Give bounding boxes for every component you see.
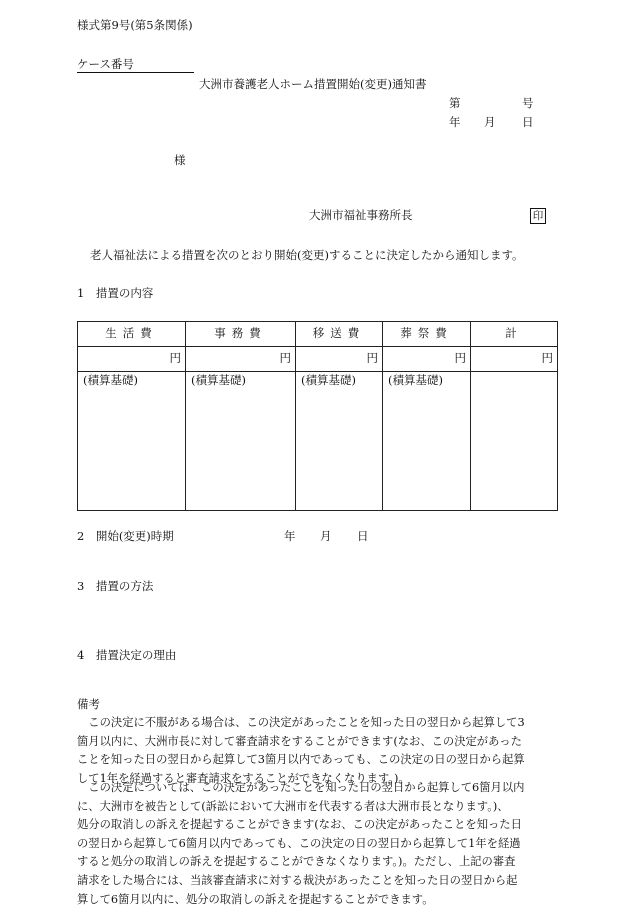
form-number: 様式第9号(第5条関係): [77, 18, 193, 32]
amount-cell-living-cost: 円: [78, 347, 186, 372]
basis-cell-office-cost: (積算基礎): [186, 372, 296, 511]
start-date-day: 日: [357, 529, 369, 543]
basis-cell-transport-cost: (積算基礎): [296, 372, 383, 511]
issuer-name: 大洲市福祉事務所長: [309, 208, 413, 222]
remarks-paragraph-appeal: [77, 714, 553, 788]
intro-text: 老人福祉法による措置を次のとおり開始(変更)することに決定したから通知します。: [90, 248, 524, 262]
column-header-total: 計: [471, 322, 558, 347]
document-title: 大洲市養護老人ホーム措置開始(変更)通知書: [199, 77, 427, 91]
amount-cell-total: 円: [471, 347, 558, 372]
remarks-paragraph-lawsuit: [77, 779, 553, 909]
remarks-line: の翌日から起算して6箇月以内であっても、この決定の日の翌日から起算して1年を経過: [77, 836, 521, 850]
remarks-line: この決定については、この決定があったことを知った日の翌日から起算して6箇月以内: [77, 781, 525, 794]
addressee-honorific: 様: [174, 153, 186, 167]
issue-date-year: 年: [449, 115, 461, 129]
amount-cell-transport-cost: 円: [296, 347, 383, 372]
remarks-line: 箇月以内に、大洲市長に対して審査請求をすることができます(なお、この決定があった: [77, 734, 522, 748]
remarks-title: 備考: [77, 697, 100, 711]
column-header-office-cost: 事務費: [186, 322, 296, 347]
amount-cell-funeral-cost: 円: [383, 347, 471, 372]
column-header-transport-cost: 移送費: [296, 322, 383, 347]
section-1-title: 1 措置の内容: [77, 286, 154, 300]
document-number-prefix: 第: [449, 96, 461, 110]
remarks-line: 請求をした場合には、当該審査請求に対する裁決があったことを知った日の翌日から起: [77, 873, 518, 887]
basis-cell-living-cost: (積算基礎): [78, 372, 186, 511]
remarks-line: 処分の取消しの訴えを提起することができます(なお、この決定があったことを知った日: [77, 818, 522, 832]
remarks-line: に、大洲市を被告として(訴訟において大洲市を代表する者は大洲市長となります。)、: [77, 799, 509, 813]
cost-table: [77, 321, 558, 511]
remarks-line: この決定に不服がある場合は、この決定があったことを知った日の翌日から起算して3: [77, 716, 525, 729]
table-basis-row: [78, 372, 558, 511]
table-amount-row: [78, 347, 558, 372]
section-3-title: 3 措置の方法: [77, 579, 154, 593]
amount-cell-office-cost: 円: [186, 347, 296, 372]
seal-mark: 印: [530, 208, 546, 224]
case-number-label: ケース番号: [77, 59, 194, 73]
section-2-title: 2 開始(変更)時期: [77, 529, 174, 543]
remarks-line: 算して6箇月以内に、処分の取消しの訴えを提起することができます。: [77, 892, 434, 906]
issue-date-month: 月: [484, 115, 496, 129]
basis-cell-funeral-cost: (積算基礎): [383, 372, 471, 511]
start-date-month: 月: [320, 529, 332, 543]
remarks-line: して1年を経過すると審査請求をすることができなくなります。)。: [77, 771, 410, 785]
remarks-line: すると処分の取消しの訴えを提起することができなくなります。)。ただし、上記の審査: [77, 855, 516, 869]
column-header-living-cost: 生活費: [78, 322, 186, 347]
remarks-line: ことを知った日の翌日から起算して3箇月以内であっても、この決定の日の翌日から起算: [77, 753, 525, 767]
column-header-funeral-cost: 葬祭費: [383, 322, 471, 347]
start-date-year: 年: [284, 529, 296, 543]
basis-cell-total: [471, 372, 558, 511]
issue-date-day: 日: [522, 115, 534, 129]
document-number-suffix: 号: [522, 96, 534, 110]
table-header-row: [78, 322, 558, 347]
section-4-title: 4 措置決定の理由: [77, 648, 177, 662]
